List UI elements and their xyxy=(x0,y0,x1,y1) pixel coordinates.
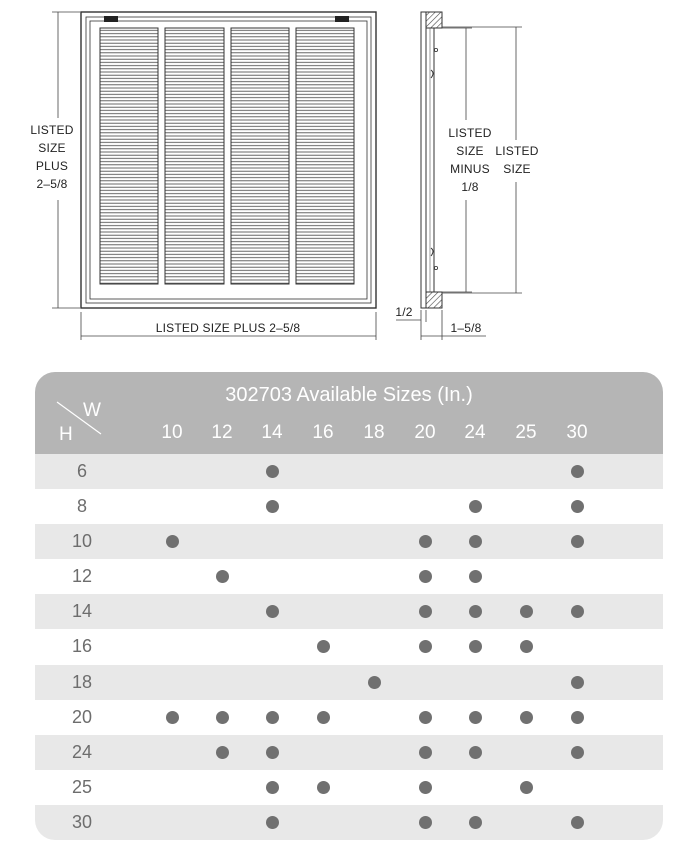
available-dot-20x24 xyxy=(469,711,482,724)
height-label-24: 24 xyxy=(71,741,93,762)
available-dot-6x14 xyxy=(266,465,279,478)
width-header-25: 25 xyxy=(515,422,537,443)
available-dot-20x30 xyxy=(571,711,584,724)
available-dot-24x30 xyxy=(571,746,584,759)
available-dot-24x24 xyxy=(469,746,482,759)
front-height-label-3: PLUS xyxy=(35,159,69,173)
table-row xyxy=(35,489,663,524)
available-dot-16x20 xyxy=(419,640,432,653)
width-axis-label: W xyxy=(83,400,101,421)
available-dot-30x14 xyxy=(266,816,279,829)
available-dot-10x24 xyxy=(469,535,482,548)
available-dot-14x24 xyxy=(469,605,482,618)
available-dot-25x20 xyxy=(419,781,432,794)
available-dot-25x16 xyxy=(317,781,330,794)
front-width-label: LISTED SIZE PLUS 2–5/8 xyxy=(155,321,301,335)
available-dot-8x30 xyxy=(571,500,584,513)
available-dot-18x18 xyxy=(368,676,381,689)
available-dot-14x25 xyxy=(520,605,533,618)
available-dot-25x14 xyxy=(266,781,279,794)
width-header-20: 20 xyxy=(414,422,436,443)
front-height-label-4: 2–5/8 xyxy=(36,177,68,191)
width-header-12: 12 xyxy=(211,422,233,443)
available-dot-16x16 xyxy=(317,640,330,653)
available-dot-14x14 xyxy=(266,605,279,618)
available-dot-6x30 xyxy=(571,465,584,478)
side-inner-label-4: 1/8 xyxy=(461,180,479,194)
available-dot-20x25 xyxy=(520,711,533,724)
grille-front-view xyxy=(81,12,376,308)
available-dot-12x20 xyxy=(419,570,432,583)
available-dot-12x12 xyxy=(216,570,229,583)
available-sizes-table xyxy=(35,372,663,840)
table-title: 302703 Available Sizes (In.) xyxy=(225,384,473,406)
table-row xyxy=(35,700,663,735)
height-label-16: 16 xyxy=(71,636,93,657)
available-dot-8x14 xyxy=(266,500,279,513)
table-row xyxy=(35,559,663,594)
available-dot-10x20 xyxy=(419,535,432,548)
table-header xyxy=(35,372,663,454)
available-dot-30x20 xyxy=(419,816,432,829)
front-height-label-2: SIZE xyxy=(38,141,66,155)
side-outer-dimension xyxy=(442,27,522,293)
side-inner-label-2: SIZE xyxy=(456,144,484,158)
table-row xyxy=(35,454,663,489)
available-dot-20x10 xyxy=(166,711,179,724)
width-header-16: 16 xyxy=(312,422,334,443)
width-header-18: 18 xyxy=(363,422,385,443)
height-label-18: 18 xyxy=(71,671,93,692)
width-header-30: 30 xyxy=(566,422,588,443)
available-dot-20x16 xyxy=(317,711,330,724)
table-row xyxy=(35,805,663,840)
width-header-24: 24 xyxy=(464,422,486,443)
table-row xyxy=(35,665,663,700)
available-dot-20x12 xyxy=(216,711,229,724)
available-dot-18x30 xyxy=(571,676,584,689)
available-dot-25x25 xyxy=(520,781,533,794)
side-inner-dimension xyxy=(442,28,472,292)
height-label-6: 6 xyxy=(76,461,87,481)
available-dot-30x30 xyxy=(571,816,584,829)
height-label-14: 14 xyxy=(71,601,93,622)
available-dot-24x20 xyxy=(419,746,432,759)
grille-side-view xyxy=(421,12,442,308)
height-axis-label: H xyxy=(59,424,73,445)
available-dot-12x24 xyxy=(469,570,482,583)
height-label-25: 25 xyxy=(71,776,93,797)
side-inner-label-3: MINUS xyxy=(450,162,490,176)
width-header-10: 10 xyxy=(161,422,183,443)
table-body xyxy=(35,454,663,840)
side-outer-label-2: SIZE xyxy=(503,162,531,176)
table-row xyxy=(35,770,663,805)
dimension-diagram xyxy=(0,0,675,360)
side-offset-label: 1/2 xyxy=(395,305,413,319)
available-dot-24x14 xyxy=(266,746,279,759)
table-row xyxy=(35,594,663,629)
height-label-10: 10 xyxy=(71,531,93,552)
width-header-14: 14 xyxy=(261,422,283,443)
side-outer-label-1: LISTED xyxy=(495,144,539,158)
available-dot-16x25 xyxy=(520,640,533,653)
available-dot-16x24 xyxy=(469,640,482,653)
table-row xyxy=(35,524,663,559)
available-dot-8x24 xyxy=(469,500,482,513)
height-label-30: 30 xyxy=(71,811,93,832)
height-label-12: 12 xyxy=(71,566,93,587)
available-dot-20x14 xyxy=(266,711,279,724)
table-row xyxy=(35,735,663,770)
table-row xyxy=(35,629,663,664)
available-dot-10x10 xyxy=(166,535,179,548)
height-label-8: 8 xyxy=(76,496,87,517)
available-dot-10x30 xyxy=(571,535,584,548)
available-dot-20x20 xyxy=(419,711,432,724)
side-inner-label-1: LISTED xyxy=(448,126,492,140)
available-dot-14x30 xyxy=(571,605,584,618)
side-depth-label: 1–5/8 xyxy=(450,321,482,335)
available-dot-30x24 xyxy=(469,816,482,829)
height-label-20: 20 xyxy=(71,706,93,727)
available-dot-14x20 xyxy=(419,605,432,618)
front-height-label-1: LISTED xyxy=(30,123,74,137)
available-dot-24x12 xyxy=(216,746,229,759)
